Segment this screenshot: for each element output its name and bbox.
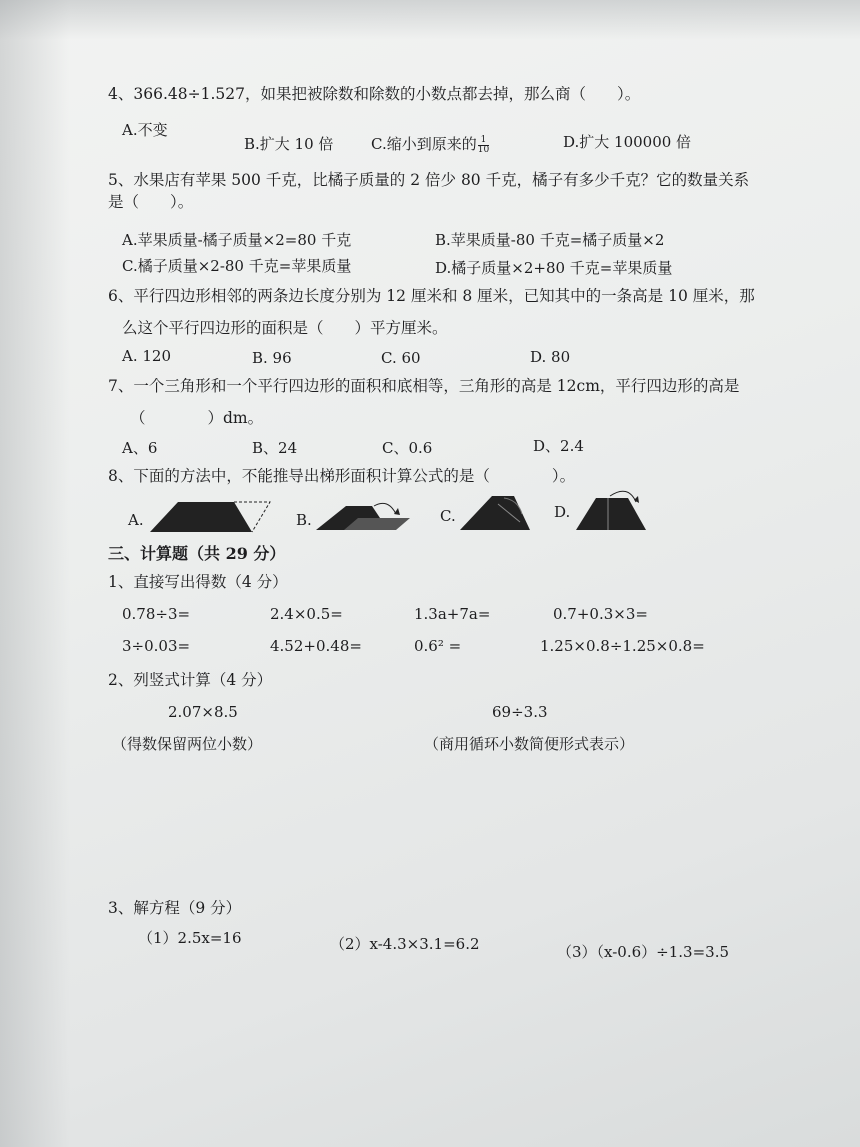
vertical-calc-1: 2.07×8.5 — [168, 703, 238, 721]
q6-stem-cont: 么这个平行四边形的面积是（ ）平方厘米。 — [122, 319, 448, 337]
equation-1: （1）2.5x=16 — [138, 929, 242, 947]
q4-option-d: D.扩大 100000 倍 — [563, 133, 692, 151]
q5-option-d: D.橘子质量×2+80 千克=苹果质量 — [435, 259, 673, 277]
trapezoid-figure-b — [314, 496, 414, 534]
q8-stem: 8、下面的方法中，不能推导出梯形面积计算公式的是（ ）。 — [108, 467, 576, 485]
equation-2: （2）x-4.3×3.1=6.2 — [330, 935, 480, 953]
q4-option-a: A.不变 — [122, 121, 168, 139]
equation-3: （3）（x-0.6）÷1.3=3.5 — [557, 943, 730, 961]
q5-stem: 5、水果店有苹果 500 千克，比橘子质量的 2 倍少 80 千克，橘子有多少千克？它的数量关系 — [108, 171, 750, 189]
mental-calc-6: 4.52+0.48= — [270, 637, 362, 655]
q5-option-b: B.苹果质量-80 千克=橘子质量×2 — [435, 231, 665, 249]
vertical-calc-2: 69÷3.3 — [492, 703, 548, 721]
q5-option-a: A.苹果质量-橘子质量×2=80 千克 — [122, 231, 352, 249]
paper-shadow-top — [0, 0, 860, 40]
vertical-calc-2-note: （商用循环小数简便形式表示） — [424, 735, 635, 753]
q7-option-b: B、24 — [252, 439, 298, 457]
q8-option-c-label: C. — [440, 507, 456, 525]
frac-den: 10 — [477, 144, 490, 155]
q6-stem: 6、平行四边形相邻的两条边长度分别为 12 厘米和 8 厘米，已知其中的一条高是 10 厘米，那 — [108, 287, 755, 305]
q4-option-c — [371, 134, 489, 155]
mental-calc-2: 2.4×0.5= — [270, 605, 343, 623]
trapezoid-figure-a — [148, 498, 272, 534]
q8-option-d-label: D. — [554, 503, 571, 521]
mental-calc-3: 1.3a+7a= — [414, 605, 491, 623]
fraction-one-tenth — [478, 136, 489, 155]
trapezoid-figure-d — [572, 486, 656, 534]
part3-title: 3、解方程（9 分） — [108, 899, 242, 917]
q5-stem-cont: 是（ ）。 — [108, 193, 194, 211]
q8-option-a-label: A. — [128, 511, 144, 529]
paper-shadow-left — [0, 0, 70, 1147]
mental-calc-7: 0.6² = — [414, 637, 462, 655]
part1-title: 1、直接写出得数（4 分） — [108, 573, 288, 591]
q6-option-d: D. 80 — [530, 348, 571, 366]
trapezoid-figure-c — [458, 492, 534, 534]
q7-stem-cont: （ ）dm。 — [130, 409, 264, 427]
mental-calc-5: 3÷0.03= — [122, 637, 191, 655]
q7-option-d: D、2.4 — [533, 437, 584, 455]
mental-calc-4: 0.7+0.3×3= — [553, 605, 648, 623]
q7-stem: 7、一个三角形和一个平行四边形的面积和底相等，三角形的高是 12cm，平行四边形的高是 — [108, 377, 740, 395]
mental-calc-1: 0.78÷3= — [122, 605, 191, 623]
q4-stem: 4、366.48÷1.527，如果把被除数和除数的小数点都去掉，那么商（ ）。 — [108, 85, 641, 103]
mental-calc-8: 1.25×0.8÷1.25×0.8= — [540, 637, 705, 655]
q5-option-c: C.橘子质量×2-80 千克=苹果质量 — [122, 257, 352, 275]
part2-title: 2、列竖式计算（4 分） — [108, 671, 273, 689]
frac-num: 1 — [478, 136, 489, 146]
q7-option-a: A、6 — [122, 439, 158, 457]
q6-option-b: B. 96 — [252, 349, 292, 367]
q8-option-b-label: B. — [296, 511, 312, 529]
q4-option-b: B.扩大 10 倍 — [244, 135, 334, 153]
q6-option-c: C. 60 — [381, 349, 421, 367]
q4-option-c-text: C.缩小到原来的 — [371, 135, 477, 153]
q7-option-c: C、0.6 — [382, 439, 433, 457]
section3-title: 三、计算题（共 29 分） — [108, 544, 286, 563]
q6-option-a: A. 120 — [122, 347, 171, 365]
vertical-calc-1-note: （得数保留两位小数） — [112, 735, 263, 753]
